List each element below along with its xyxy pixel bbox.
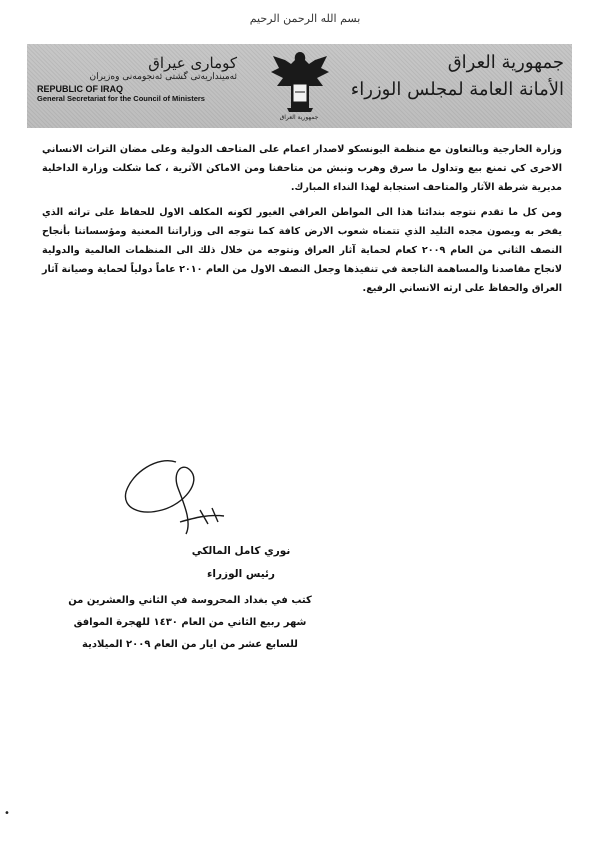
letter-body (42, 140, 562, 304)
body-paragraph-2: ومن كل ما تقدم نتوجه بندائنا هذا الى المواطن العراقي الغيور لكونه المكلف الاول للحفاظ على تراثه الذي يفخر به ويصون مجده التليد الذي تتمناه شعوب الارض كافة كما نتوجه الى وزاراتنا المعنية ومؤسساتنا بأنجاح النصف الثاني من العام ٢٠٠٩ كعام لحماية آثار العراق ونتوجه من خلال ذلك الى المنظمات العالمية والدولية لانجاح مقاصدنا والمساهمة الناجعة في تنفيذها وجعل النصف الاول من العام ٢٠١٠ عاماً دولياً لحماية وصيانة آثار العراق والحفاظ على ارثه الانساني الرفيع. (42, 207, 562, 294)
letterhead-right-block (324, 52, 564, 100)
signatory-block (126, 540, 356, 586)
letterhead-kurdish-title: كومارى عيراق (148, 54, 237, 72)
letterhead-english-subtitle: General Secretariat for the Council of Ministers (37, 94, 205, 103)
letterhead-arabic-subtitle: الأمانة العامة لمجلس الوزراء (350, 79, 564, 100)
letterhead-arabic-title: جمهورية العراق (447, 52, 564, 73)
issue-line-1: كتب في بغداد المحروسة في الثاني والعشرين من (68, 595, 312, 606)
signatory-name: نوري كامل المالكي (191, 545, 291, 557)
issue-date-block (30, 590, 350, 656)
letterhead-kurdish-subtitle: ئەمینداریەتی گشتی ئەنجومەنی وەزیران (89, 72, 237, 82)
signatory-title: رئيس الوزراء (207, 568, 275, 580)
basmala-header: بسم الله الرحمن الرحيم (249, 12, 361, 25)
issue-line-2: شهر ربيع الثاني من العام ١٤٣٠ للهجرة الموافق (73, 617, 307, 628)
issue-line-3: للسابع عشر من ايار من العام ٢٠٠٩ الميلادية (82, 639, 298, 650)
body-paragraph-1: وزارة الخارجية وبالتعاون مع منظمة اليونسكو لاصدار اعمام على المتاحف الدولية وعلى مضان التراث الانساني الاخرى كي تمنع بيع وتداول ما سرق وهرب ونبش من متاحفنا ومن الاماكن الآثرية ، كما شكلت وزارة الداخلية مديرية شرطة الآثار والمتاحف استجابة لهذا النداء المبارك. (42, 144, 562, 193)
letterhead-banner (27, 44, 572, 128)
emblem-caption: جمهورية العراق (279, 114, 319, 121)
letterhead-english-title: REPUBLIC OF IRAQ (37, 84, 124, 94)
handwritten-signature (118, 452, 248, 542)
letterhead-left-block (37, 54, 237, 103)
corner-mark: • (4, 808, 10, 819)
